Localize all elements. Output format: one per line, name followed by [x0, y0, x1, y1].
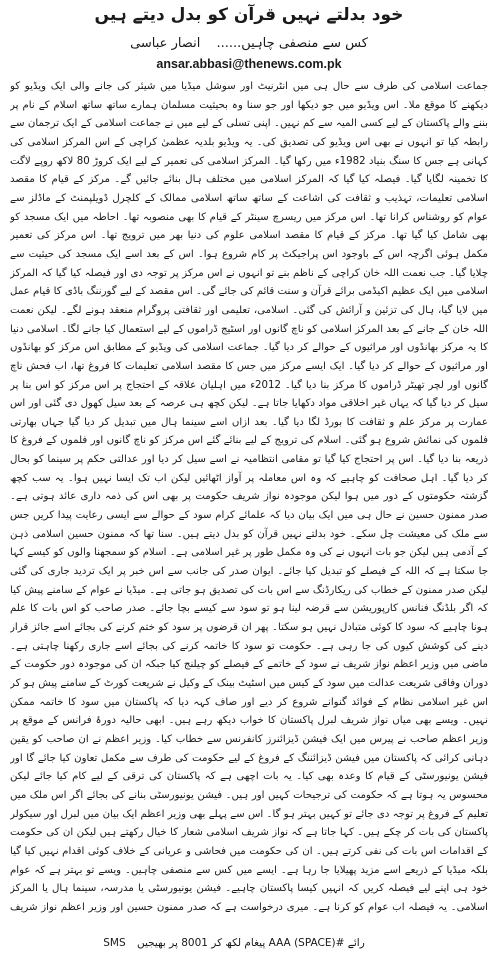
sms-footer: [0, 934, 468, 952]
sms-instruction: رائے #AAA (SPACE) پیغام لکھ کر 8001 پر بھیجیں: [136, 937, 365, 949]
author-name: انصار عباسی: [130, 36, 201, 51]
column-subtitle: کس سے منصفی چاہیں......: [216, 36, 368, 51]
author-email: ansar.abbasi@thenews.com.pk: [156, 57, 342, 71]
byline-row: [0, 34, 498, 54]
article-body: [10, 78, 488, 920]
article-paragraph: جماعت اسلامی کی طرف سے حال ہی میں انٹرنیٹ اور سوشل میڈیا میں شیئر کی جانے والی ایک ویڈیو کو دیکھنے کا موقع ملا۔ اس ویڈیو میں جو دیکھا اور جو سنا وہ بحیثیت مسلمان ہمارے ساتھ ساتھ اسلام کے نام پر بننے والے پاکستان کے لیے کسی المیہ سے کم نہیں۔ اپنی تسلی کے لیے میں نے جماعت اسلامی کے ایک ترجمان سے رابطہ کیا تو انہوں نے بھی اس ویڈیو کی تصدیق کی۔ یہ ویڈیو بلدیہ عظمیٰ کراچی کے اس المرکز اسلامی کی کہانی ہے جس کا سنگ بنیاد 1982ء میں رکھا گیا۔ المرکز اسلامی کی تعمیر کے لیے ایک کروڑ 80 لاکھ روپے لاگت کا تخمینہ لگایا گیا۔ فیصلہ کیا گیا کہ المرکز اسلامی میں مختلف ہال بنائے جائیں گے۔ مرکز کے قیام کا مقصد اسلامی تعلیمات، تہذیب و ثقافت کی اشاعت کے ساتھ ساتھ اسلامی ممالک کے کلچرل ڈویلپمنٹ کے ماڈلز سے عوام کو روشناس کرانا تھا۔ اس مرکز میں ریسرچ سینٹر کے قیام کا بھی منصوبہ تھا۔ احاطہ میں ایک مسجد کو بھی شامل کیا گیا تھا۔ مرکز کے قیام کا مقصد اسلامی علوم کی دنیا بھر میں ترویج تھا۔ اس مرکز کی تعمیر مکمل ہوئی اگرچہ اس کے باوجود اس پراجیکٹ پر کام شروع ہوا۔ اس کے بعد اسے ایک مسجد کی حیثیت سے چلایا گیا۔ جب نعمت اللہ خان کراچی کے ناظم بنے تو انہوں نے اس مرکز پر توجہ دی اور فیصلہ کیا گیا کہ المرکز اسلامی میں ایک عظیم اکیڈمی برائے قرآن و سنت قائم کی جائے گی۔ اس مقصد کے لیے گورننگ باڈی کا قیام عمل میں لایا گیا، ہال کی تزئین و آرائش کی گئی۔ اسلامی، تعلیمی اور ثقافتی پروگرام منعقد ہونے لگے۔ لیکن نعمت اللہ خان کے جانے کے بعد المرکز اسلامی کو ناچ گانوں اور اسٹیج ڈراموں کے لیے استعمال کیا جانے لگا۔ اسلامی دنیا کا یہ مرکز بھانڈوں اور مراثیوں کے حوالے کر دیا گیا۔ جماعت اسلامی کی ویڈیو کے مطابق اس مرکز کو بھانڈوں اور مراثیوں کے حوالے کر دیا گیا۔ ایک ایسے مرکز میں جس کا مقصد اسلامی تعلیمات کا فروغ تھا، اب فحش ناچ گانوں اور لچر تھیٹر ڈراموں کا مرکز بنا دیا گیا۔ 2012ء میں اہلیان علاقہ کے احتجاج پر اس مرکز کو اس بنا پر سیل کر دیا گیا کہ یہاں غیر اخلاقی مواد دکھایا جاتا ہے۔ لیکن کچھ ہی عرصہ کے بعد سیل کھول دی گئی اور اس عمارت پر مرکز علم و ثقافت کا بورڈ لگا دیا گیا۔ بعد ازاں اسے سینما ہال میں تبدیل کر دیا گیا جہاں بھارتی فلموں کی نمائش شروع ہو گئی۔ اسلام کی ترویج کے لیے بنائے گئے اس مرکز کو ناچ گانوں اور فلموں کے فروغ کا ذریعہ بنا دیا گیا۔ اس پر احتجاج کیا گیا تو مقامی انتظامیہ نے اسے سیل کر دیا اور عدالتی حکم پر سینما کو بحال کر دیا گیا۔ اہل صحافت کو چاہیے کہ وہ اس معاملہ پر آواز اٹھائیں لیکن اب تک ایسا نہیں ہوا۔ یہ سب کچھ گزشتہ حکومتوں کے دور میں ہوا لیکن موجودہ نواز شریف حکومت پر بھی اس کی ذمہ داری عائد ہوتی ہے۔ صدر ممنون حسین نے حال ہی میں ایک بیان دیا کہ علمائے کرام سود کے حوالے سے ایسی رعایت پیدا کریں جس سے ملک کی معیشت چل سکے۔ خود بدلتے نہیں قرآن کو بدل دیتے ہیں۔ سنا تھا کہ ممنون حسین اسلامی ذہن کے آدمی ہیں لیکن جو بات انہوں نے کی وہ مکمل طور پر غیر اسلامی ہے۔ اسلام کو سمجھنا والوں کو کیسے کہا جا سکتا ہے کہ اللہ کے فیصلے کو تبدیل کیا جائے۔ ایوان صدر کی جانب سے اس خبر پر ایک تردید جاری کی گئی لیکن صدر ممنون کے خطاب کی ریکارڈنگ سے اس بات کی تصدیق ہو جاتی ہے۔ میڈیا نے عوام کے سامنے پیش کیا کہ اگر بلڈنگ فنانس کارپوریشن سے قرضہ لینا ہو تو سود سے کیسے بچا جائے۔ صدر صاحب کو اس بات کا علم ہونا چاہیے کہ سود کا کوئی متبادل نہیں ہو سکتا۔ پھر ان قرضوں پر سود کو ختم کرنے کی بجائے اسے جائز قرار دینے کی کوشش کیوں کی جا رہی ہے۔ حکومت تو سود کا خاتمہ کرنے کی بجائے اسے جاری رکھنا چاہتی ہے۔ ماضی میں وزیر اعظم نواز شریف نے سود کے خاتمے کے فیصلے کو چیلنج کیا جبکہ ان کی موجودہ دور حکومت کے دوران وفاقی شریعت عدالت میں سود کے کیس میں اسٹیٹ بینک کے وکیل نے شریعت کورٹ کے سامنے پیش ہو کر اس غیر اسلامی نظام کے فوائد گنوانے شروع کر دیے اور صاف کہہ دیا کہ پاکستان میں سود کا خاتمہ ممکن نہیں۔ ویسے بھی میاں نواز شریف لبرل پاکستان کا خواب دیکھ رہے ہیں۔ ابھی حالیہ دورۂ فرانس کے موقع پر وزیر اعظم صاحب نے پیرس میں ایک فیشن ڈیزائنرز کانفرنس سے خطاب کیا۔ وزیر اعظم نے ان صاحب کو یقین دہانی کرائی کہ پاکستان میں فیشن ڈیزائننگ کے فروغ کے لیے حکومت کی طرف سے مکمل تعاون کیا جائے گا اور فیشن یونیورسٹی کے قیام کا وعدہ بھی کیا۔ یہ بات اچھی ہے کہ پاکستان کی ترقی کے لیے کام کیا جائے لیکن محسوس یہ ہوتا ہے کہ حکومت کی ترجیحات کہیں اور ہیں۔ فیشن یونیورسٹی بنانے کی بجائے اگر اس ملک میں تعلیم کے فروغ پر توجہ دی جائے تو کہیں بہتر ہو گا۔ اس سے پہلے بھی وزیر اعظم ایک بیان میں لبرل اور سیکولر پاکستان کی بات کر چکے ہیں۔ کہا جاتا ہے کہ نواز شریف اسلامی شعار کا خیال رکھتے ہیں لیکن ان کی حکومت کے اقدامات اس بات کی نفی کرتے ہیں۔ ان کی حکومت میں فحاشی و عریانی کے خلاف کوئی اقدام نہیں کیا گیا بلکہ میڈیا کے ذریعے اسے مزید پھیلایا جا رہا ہے۔ ایسے میں کس سے منصفی چاہیں۔ ویسے تو بہتر ہے کہ عوام خود ہی اپنے لیے فیصلہ کریں کہ انہیں کیسا پاکستان چاہیے۔ فیشن یونیورسٹی یا مدرسہ، سینما ہال یا المرکز اسلامی۔ یہ فیصلہ اب عوام کو کرنا ہے۔ میری درخواست ہے کہ صدر ممنون حسین اور وزیر اعظم نواز شریف: [10, 81, 488, 913]
article-headline: خود بدلتے نہیں قرآن کو بدل دیتے ہیں: [94, 5, 404, 25]
sms-label: SMS: [103, 937, 126, 949]
